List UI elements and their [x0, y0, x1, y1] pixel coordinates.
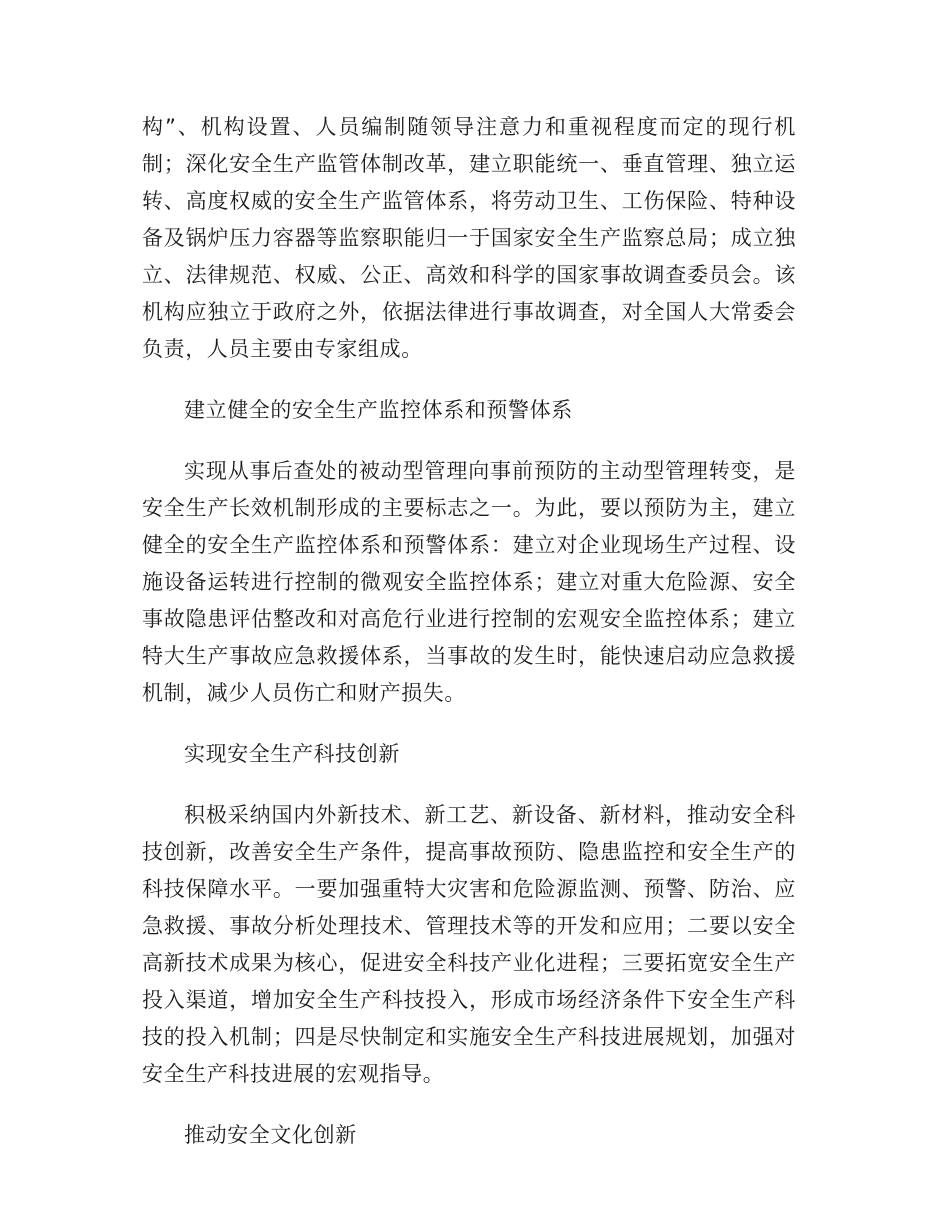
paragraph-monitoring-warning: 实现从事后查处的被动型管理向事前预防的主动型管理转变，是安全生产长效机制形成的主要标志之一。为此，要以预防为主，建立健全的安全生产监控体系和预警体系：建立对企业现场生产过程、设施设备运转进行控制的微观安全监控体系；建立对重大危险源、安全事故隐患评估整改和对高危行业进行控制的宏观安全监控体系；建立特大生产事故应急救援体系，当事故的发生时，能快速启动应急救援机制，减少人员伤亡和财产损失。 — [142, 459, 796, 705]
paragraph-continued: 构”、机构设置、人员编制随领导注意力和重视程度而定的现行机制；深化安全生产监管体制改革，建立职能统一、垂直管理、独立运转、高度权威的安全生产监管体系，将劳动卫生、工伤保险、特种设备及锅炉压力容器等监察职能归一于国家安全生产监察总局；成立独立、法律规范、权威、公正、高效和科学的国家事故调查委员会。该机构应独立于政府之外，依据法律进行事故调查，对全国人大常委会负责，人员主要由专家组成。 — [142, 115, 796, 361]
section-heading-tech-innovation: 实现安全生产科技创新 — [184, 742, 400, 766]
document-body — [142, 109, 796, 1154]
section-heading-monitoring-warning: 建立健全的安全生产监控体系和预警体系 — [184, 398, 573, 422]
section-heading-culture-innovation: 推动安全文化创新 — [184, 1123, 357, 1147]
paragraph-tech-innovation: 积极采纳国内外新技术、新工艺、新设备、新材料，推动安全科技创新，改善安全生产条件，提高事故预防、隐患监控和安全生产的科技保障水平。一要加强重特大灾害和危险源监测、预警、防治、应急救援、事故分析处理技术、管理技术等的开发和应用；二要以安全高新技术成果为核心，促进安全科技产业化进程；三要拓宽安全生产投入渠道，增加安全生产科技投入，形成市场经济条件下安全生产科技的投入机制；四是尽快制定和实施安全生产科技进展规划，加强对安全生产科技进展的宏观指导。 — [142, 803, 796, 1086]
